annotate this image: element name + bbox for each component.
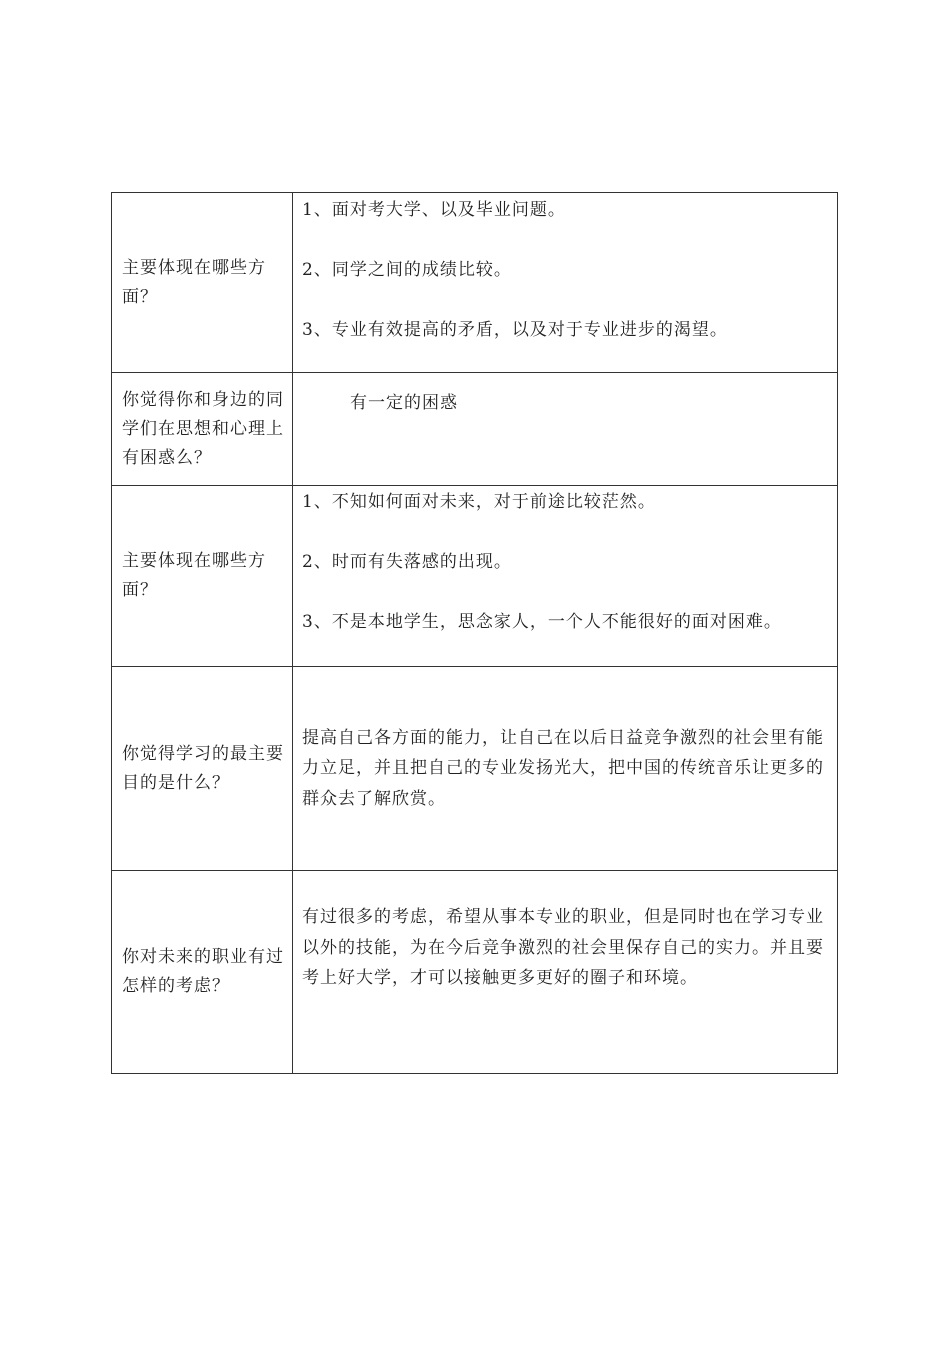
answer-cell <box>293 871 838 1074</box>
question-cell <box>112 193 293 373</box>
answer-text: 有过很多的考虑，希望从事本专业的职业，但是同时也在学习专业以外的技能，为在今后竞争激烈的社会里保存自己的实力。并且要考上好大学，才可以接触更多更好的圈子和环境。 <box>302 907 824 988</box>
answer-cell <box>293 486 838 667</box>
table-row <box>112 871 838 1074</box>
question-cell <box>112 486 293 667</box>
survey-table <box>111 192 838 1074</box>
question-cell <box>112 667 293 871</box>
answer-cell <box>293 193 838 373</box>
answer-list-item: 2、时而有失落感的出现。 <box>302 552 512 572</box>
answer-cell <box>293 667 838 871</box>
answer-cell <box>293 373 838 486</box>
table-row <box>112 373 838 486</box>
answer-text: 有一定的困惑 <box>350 393 458 413</box>
answer-list-item: 3、专业有效提高的矛盾，以及对于专业进步的渴望。 <box>302 320 728 340</box>
table-row <box>112 193 838 373</box>
table-row <box>112 486 838 667</box>
question-text: 你对未来的职业有过怎样的考虑？ <box>122 947 284 996</box>
question-text: 你觉得你和身边的同学们在思想和心理上有困惑么？ <box>122 389 284 468</box>
answer-list-item: 2、同学之间的成绩比较。 <box>302 260 512 280</box>
question-cell <box>112 871 293 1074</box>
question-cell <box>112 373 293 486</box>
question-text: 主要体现在哪些方面？ <box>122 257 266 307</box>
answer-list-item: 3、不是本地学生，思念家人，一个人不能很好的面对困难。 <box>302 612 782 632</box>
answer-list-item: 1、面对考大学、以及毕业问题。 <box>302 200 566 220</box>
answer-text: 提高自己各方面的能力，让自己在以后日益竞争激烈的社会里有能力立足，并且把自己的专业发扬光大，把中国的传统音乐让更多的群众去了解欣赏。 <box>302 727 824 809</box>
question-text: 主要体现在哪些方面？ <box>122 551 266 600</box>
table-row <box>112 667 838 871</box>
answer-list-item: 1、不知如何面对未来，对于前途比较茫然。 <box>302 492 656 512</box>
question-text: 你觉得学习的最主要目的是什么？ <box>122 743 284 793</box>
